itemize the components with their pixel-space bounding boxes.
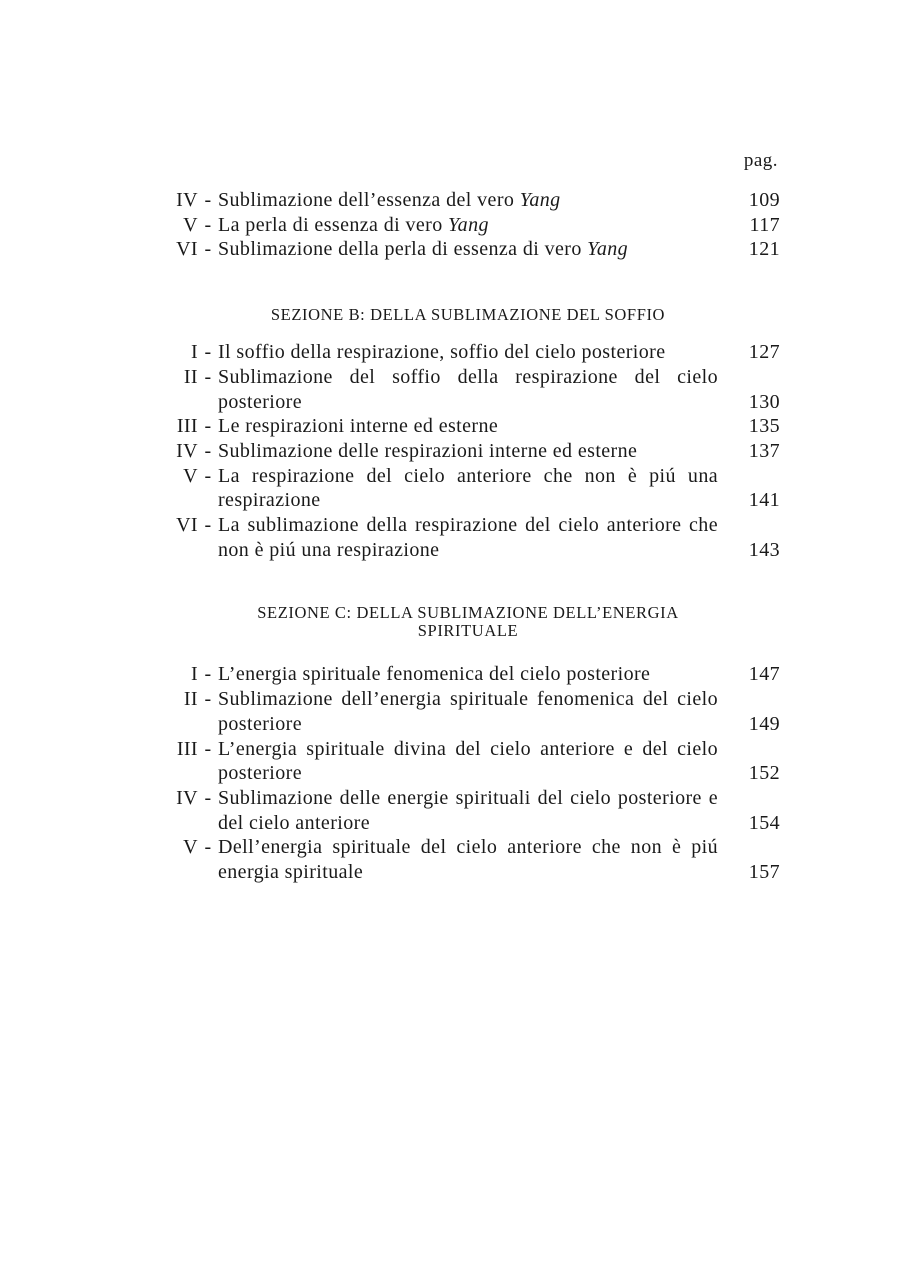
entry-separator: - [204, 688, 212, 711]
entry-separator: - [204, 663, 212, 686]
entry-title-italic: Yang [448, 213, 489, 236]
entry-page-number: 135 [748, 415, 780, 438]
entry-page-number: 149 [748, 712, 780, 735]
entry-title: Il soffio della respirazione, soffio del cielo posteriore [218, 341, 666, 364]
entry-page-number: 117 [749, 213, 780, 236]
entry-number: V [183, 836, 198, 859]
section-b-heading: SEZIONE B: DELLA SUBLIMAZIONE DEL SOFFIO [270, 305, 666, 325]
entry-title: La perla di essenza di vero Yang [218, 213, 489, 236]
entry-page-number: 121 [748, 238, 780, 261]
entry-number: III [176, 415, 198, 438]
entry-title: Sublimazione delle energie spirituali del cielo posteriore e del cielo anteriore [218, 786, 718, 834]
entry-page-number: 154 [748, 811, 780, 834]
entry-number: IV [176, 439, 198, 462]
entry-page-number: 141 [748, 489, 780, 512]
entry-title-italic: Yang [519, 189, 561, 211]
entry-title: La sublimazione della respirazione del cielo anteriore che non è piú una respirazione [218, 514, 718, 561]
table-of-contents [158, 188, 780, 885]
entry-title: Sublimazione della perla di essenza di vero Yang [218, 238, 629, 261]
section-c-heading: SEZIONE C: DELLA SUBLIMAZIONE DELL’ENERGIA SPIRITUALE [257, 603, 679, 641]
entry-title: Le respirazioni interne ed esterne [218, 415, 499, 438]
entry-separator: - [204, 189, 212, 211]
entry-separator: - [204, 341, 212, 364]
entry-title: Sublimazione del soffio della respirazione del cielo posteriore [218, 365, 718, 413]
entry-separator: - [204, 439, 212, 462]
entry-number: IV [176, 786, 198, 809]
entry-page-number: 109 [748, 189, 780, 211]
toc-entry [158, 464, 780, 513]
entry-separator: - [204, 238, 212, 261]
entry-separator: - [204, 836, 212, 859]
toc-entry [158, 365, 780, 414]
toc-entry [158, 414, 780, 439]
toc-entry [158, 513, 780, 562]
entry-title-italic: Yang [587, 238, 629, 261]
entry-title: Sublimazione delle respirazioni interne ed esterne [218, 439, 638, 462]
toc-entry [158, 237, 780, 262]
entry-title: L’energia spirituale divina del cielo anteriore e del cielo posteriore [218, 737, 718, 785]
entry-page-number: 130 [748, 390, 780, 413]
entry-number: V [183, 464, 198, 487]
entry-title: Sublimazione dell’energia spirituale fenomenica del cielo posteriore [218, 688, 718, 735]
entry-page-number: 137 [748, 439, 780, 462]
entry-page-number: 127 [748, 341, 780, 364]
entry-number: III [176, 737, 198, 760]
entry-page-number: 157 [748, 861, 780, 884]
toc-entry [158, 687, 780, 736]
entry-number: IV [176, 189, 198, 211]
entry-title: La respirazione del cielo anteriore che non è piú una respirazione [218, 464, 718, 512]
entry-separator: - [204, 365, 212, 388]
entry-number: II [183, 688, 198, 711]
page-column-label: pag. [743, 150, 778, 171]
entry-number: VI [176, 238, 198, 261]
entry-number: I [190, 341, 198, 364]
entry-title: L’energia spirituale fenomenica del cielo posteriore [218, 663, 651, 686]
entry-page-number: 147 [748, 663, 780, 686]
entry-separator: - [204, 786, 212, 809]
entry-separator: - [204, 464, 212, 487]
toc-entry [158, 188, 780, 213]
entry-number: VI [176, 514, 198, 537]
entry-separator: - [204, 213, 212, 236]
entry-number: II [183, 365, 198, 388]
entry-page-number: 152 [748, 762, 780, 785]
entry-separator: - [204, 737, 212, 760]
toc-entry [158, 213, 780, 238]
toc-entry [158, 439, 780, 464]
entry-title: Sublimazione dell’essenza del vero Yang [218, 189, 561, 211]
toc-entry [158, 737, 780, 786]
entry-number: I [190, 663, 198, 686]
entry-title: Dell’energia spirituale del cielo anteriore che non è piú energia spirituale [218, 836, 718, 884]
toc-entry [158, 835, 780, 884]
entry-separator: - [204, 415, 212, 438]
toc-entry [158, 786, 780, 835]
entry-number: V [183, 213, 198, 236]
toc-entry [158, 662, 780, 687]
entry-separator: - [204, 514, 212, 537]
entry-page-number: 143 [748, 538, 780, 561]
toc-entry [158, 340, 780, 365]
